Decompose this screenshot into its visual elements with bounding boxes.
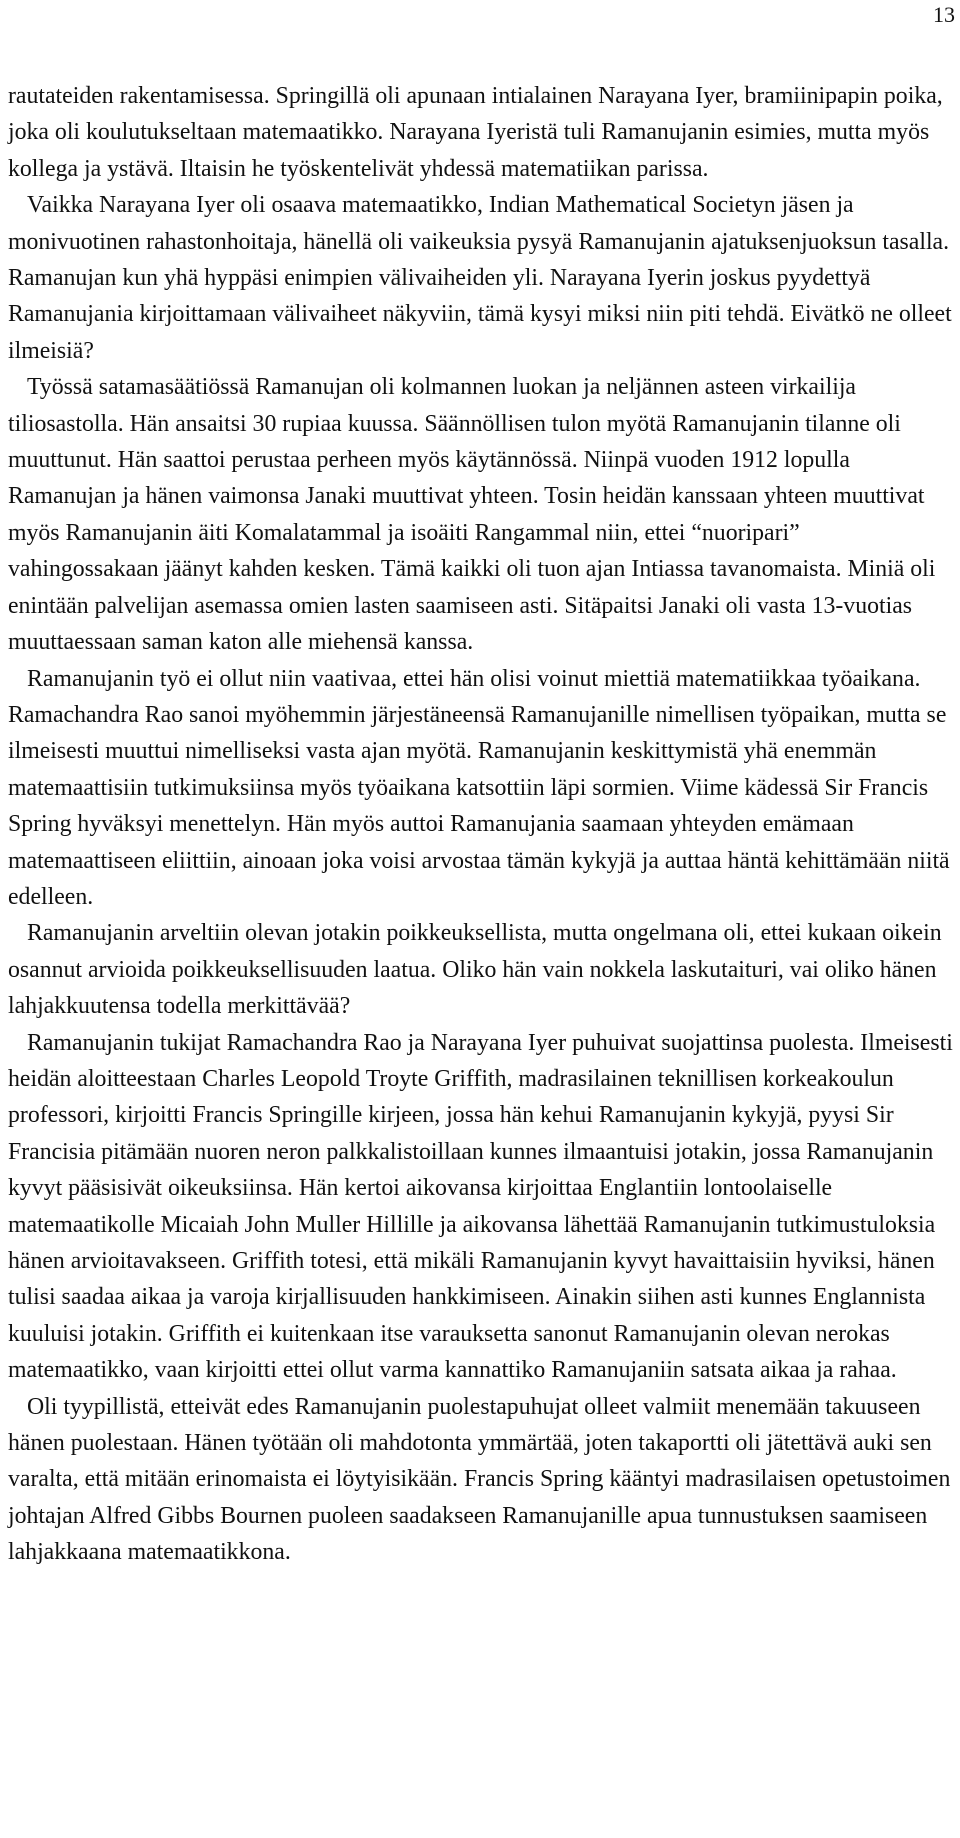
paragraph: Työssä satamasäätiössä Ramanujan oli kolmannen luokan ja neljännen asteen virkailija tiliosastolla. Hän ansaitsi 30 rupiaa kuussa. Säännöllisen tulon myötä Ramanujanin tilanne oli muuttunut. Hän saattoi perustaa perheen myös käytännössä. Niinpä vuoden 1912 lopulla Ramanujan ja hänen vaimonsa Janaki muuttivat yhteen. Tosin heidän kanssaan yhteen muuttivat myös Ramanujanin äiti Komalatammal ja isoäiti Rangammal niin, ettei “nuoripari” vahingossakaan jäänyt kahden kesken. Tämä kaikki oli tuon ajan Intiassa tavanomaista. Miniä oli enintään palvelijan asemassa omien lasten saamiseen asti. Sitäpaitsi Janaki oli vasta 13-vuotias muuttaessaan saman katon alle miehensä kanssa. (8, 374, 936, 656)
paragraph: rautateiden rakentamisessa. Springillä oli apunaan intialainen Narayana Iyer, bramiinipapin poika, joka oli koulutukseltaan matemaatikko. Narayana Iyeristä tuli Ramanujanin esimies, mutta myös kollega ja ystävä. Iltaisin he työskentelivät yhdessä matematiikan parissa. (8, 83, 943, 182)
paragraph: Ramanujanin tukijat Ramachandra Rao ja Narayana Iyer puhuivat suojattinsa puolesta. Ilmeisesti heidän aloitteestaan Charles Leopold Troyte Griffith, madrasilainen teknillisen korkeakoulun professori, kirjoitti Francis Springille kirjeen, jossa hän kehui Ramanujanin kykyjä, pyysi Sir Francisia pitämään nuoren neron palkkalistoillaan kunnes ilmaantuisi jotakin, jossa Ramanujanin kyvyt pääsisivät oikeuksiinsa. Hän kertoi aikovansa kirjoittaa Englantiin lontoolaiselle matemaatikolle Micaiah John Muller Hillille ja aikovansa lähettää Ramanujanin tutkimustuloksia hänen arvioitavakseen. Griffith totesi, että mikäli Ramanujanin kyvyt havaittaisiin hyviksi, hänen tulisi saadaa aikaa ja varoja kirjallisuuden hankkimiseen. Ainakin siihen asti kunnes Englannista kuuluisi jotakin. Griffith ei kuitenkaan itse varauksetta sanonut Ramanujanin olevan nerokas matemaatikko, vaan kirjoitti ettei ollut varma kannattiko Ramanujaniin satsata aikaa ja rahaa. (8, 1029, 953, 1384)
paragraph: Oli tyypillistä, etteivät edes Ramanujanin puolestapuhujat olleet valmiit menemään takuuseen hänen puolestaan. Hänen työtään oli mahdotonta ymmärtää, joten takaportti oli jätettävä auki sen varalta, että mitään erinomaista ei löytyisikään. Francis Spring kääntyi madrasilaisen opetustoimen johtajan Alfred Gibbs Bournen puoleen saadakseen Ramanujanille apua tunnustuksen saamiseen lahjakkaana matemaatikkona. (8, 1393, 951, 1566)
paragraph: Ramanujanin työ ei ollut niin vaativaa, ettei hän olisi voinut miettiä matematiikkaa työaikana. Ramachandra Rao sanoi myöhemmin järjestäneensä Ramanujanille nimellisen työpaikan, mutta se ilmeisesti muuttui nimelliseksi vasta ajan myötä. Ramanujanin keskittymistä yhä enemmän matemaattisiin tutkimuksiinsa myös työaikana katsottiin läpi sormien. Viime kädessä Sir Francis Spring hyväksyi menettelyn. Hän myös auttoi Ramanujania saamaan yhteyden emämaan matemaattiseen eliittiin, ainoaan joka voisi arvostaa tämän kykyjä ja auttaa häntä kehittämään niitä edelleen. (8, 665, 950, 910)
paragraph: Ramanujanin arveltiin olevan jotakin poikkeuksellista, mutta ongelmana oli, ettei kukaan oikein osannut arvioida poikkeuksellisuuden laatua. Oliko hän vain nokkela laskutaituri, vai oliko hänen lahjakkuutensa todella merkittävää? (8, 920, 942, 1020)
paragraph: Vaikka Narayana Iyer oli osaava matemaatikko, Indian Mathematical Societyn jäsen ja monivuotinen rahastonhoitaja, hänellä oli vaikeuksia pysyä Ramanujanin ajatuksenjuoksun tasalla. Ramanujan kun yhä hyppäsi enimpien välivaiheiden yli. Narayana Iyerin joskus pyydettyä Ramanujania kirjoittamaan välivaiheet näkyviin, tämä kysyi miksi niin piti tehdä. Eivätkö ne olleet ilmeisiä? (8, 192, 952, 364)
page-body (8, 78, 954, 1571)
page-number: 13 (933, 2, 955, 27)
